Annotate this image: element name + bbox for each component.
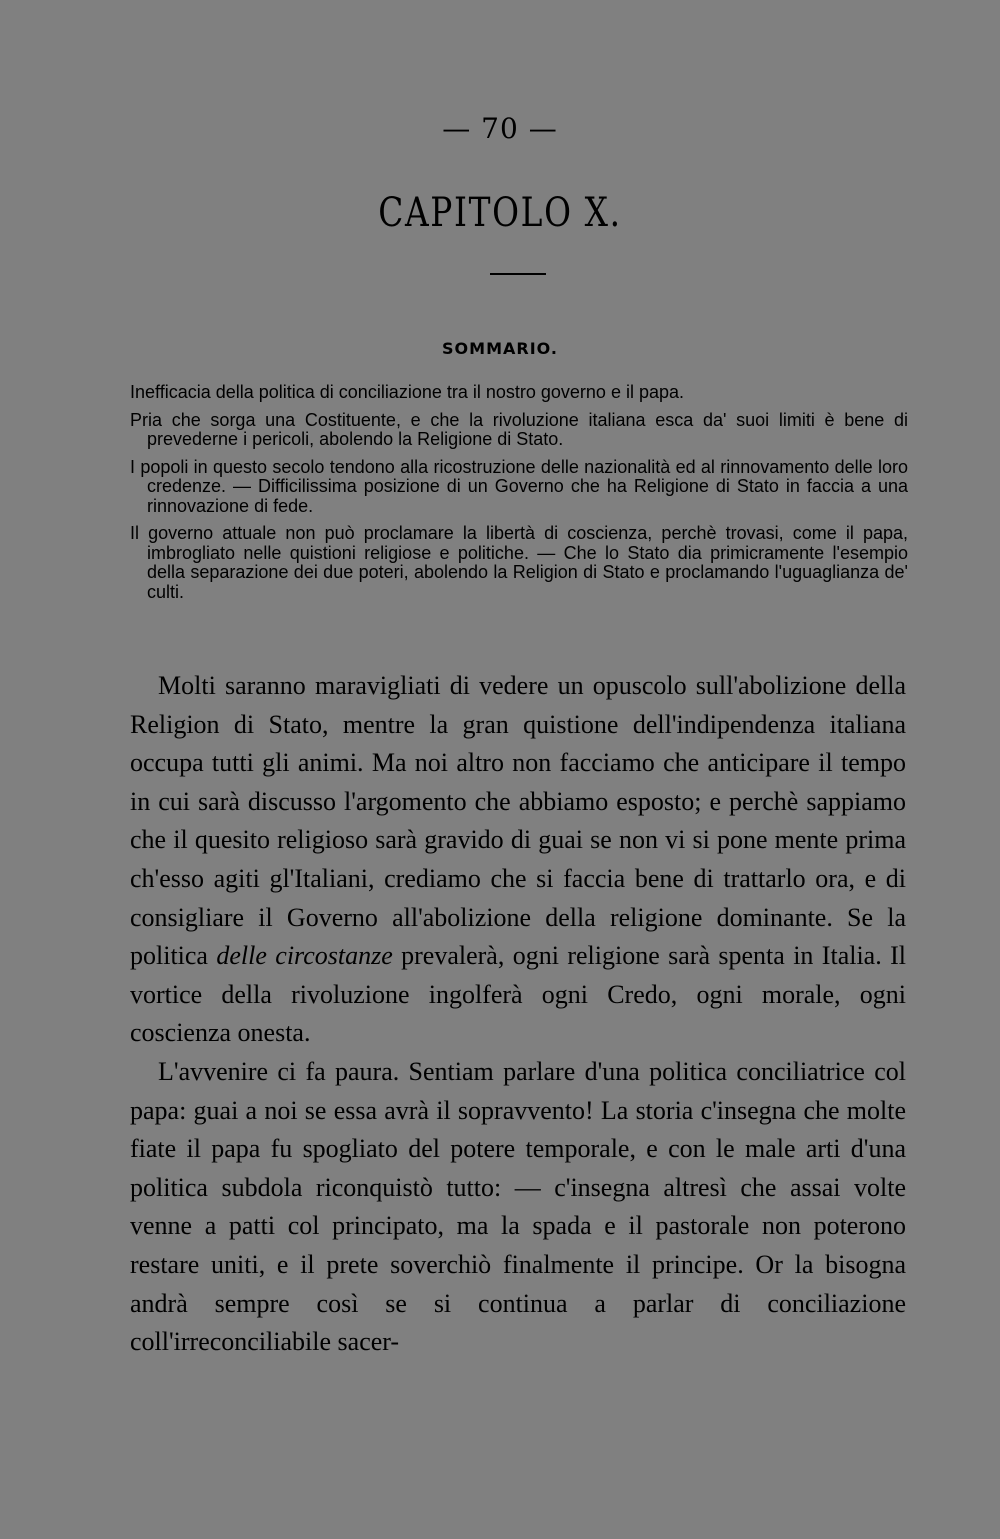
summary-item: Inefficacia della politica di conciliazione tra il nostro governo e il papa.	[130, 382, 684, 402]
chapter-title: CAPITOLO X.	[378, 190, 622, 236]
summary-item: I popoli in questo secolo tendono alla ricostruzione delle nazionalità ed al rinnovamento delle loro credenze. — Difficilissima posizione di un Governo che ha Religione di Stato in faccia a una rinnovazione di fede.	[130, 456, 908, 516]
italic-phrase: delle circostanze	[216, 941, 393, 971]
paragraph-text: prevalerà, ogni religione sarà spenta in Italia. Il vortice della rivoluzione ingolferà ogni Credo, ogni morale, ogni coscienza onesta.	[130, 941, 906, 1048]
summary-heading: SOMMARIO.	[442, 339, 558, 358]
body-paragraph	[130, 667, 906, 1053]
body-paragraph: L'avvenire ci fa paura. Sentiam parlare d'una politica conciliatrice col papa: guai a noi se essa avrà il sopravvento! La storia c'insegna che molte fiate il papa fu spogliato del potere temporale, e con le male arti d'una politica subdola riconquistò tutto: — c'insegna altresì che assai volte venne a patti col principato, ma la spada e il pastorale non poterono restare uniti, e il prete soverchiò finalmente il principe. Or la bisogna andrà sempre così se si continua a parlar di conciliazione coll'irreconciliabile sacer-	[130, 1056, 906, 1357]
title-rule	[490, 273, 546, 275]
summary	[130, 383, 908, 610]
body-text	[130, 667, 906, 1362]
summary-item: Il governo attuale non può proclamare la libertà di coscienza, perchè trovasi, come il papa, imbrogliato nelle quistioni religiose e politiche. — Che lo Stato dia primicramente l'esempio della separazione dei due poteri, abolendo la Religion di Stato e proclamando l'uguaglianza de' culti.	[130, 523, 908, 602]
page-number: — 70 —	[442, 112, 558, 145]
paragraph-text: Molti saranno maravigliati di vedere un opuscolo sull'abolizione della Religion di Stato, mentre la gran quistione dell'indipendenza italiana occupa tutti gli animi. Ma noi altro non facciamo che anticipare il tempo in cui sarà discusso l'argomento che abbiamo esposto; e perchè sappiamo che il quesito religioso sarà gravido di guai se non vi si pone mente prima ch'esso agiti gl'Italiani, crediamo che si faccia bene di trattarlo ora, e di consigliare il Governo all'abolizione della religione dominante. Se la politica	[130, 671, 906, 971]
summary-item: Pria che sorga una Costituente, e che la rivoluzione italiana esca da' suoi limiti è bene di prevederne i pericoli, abolendo la Religione di Stato.	[130, 409, 908, 449]
